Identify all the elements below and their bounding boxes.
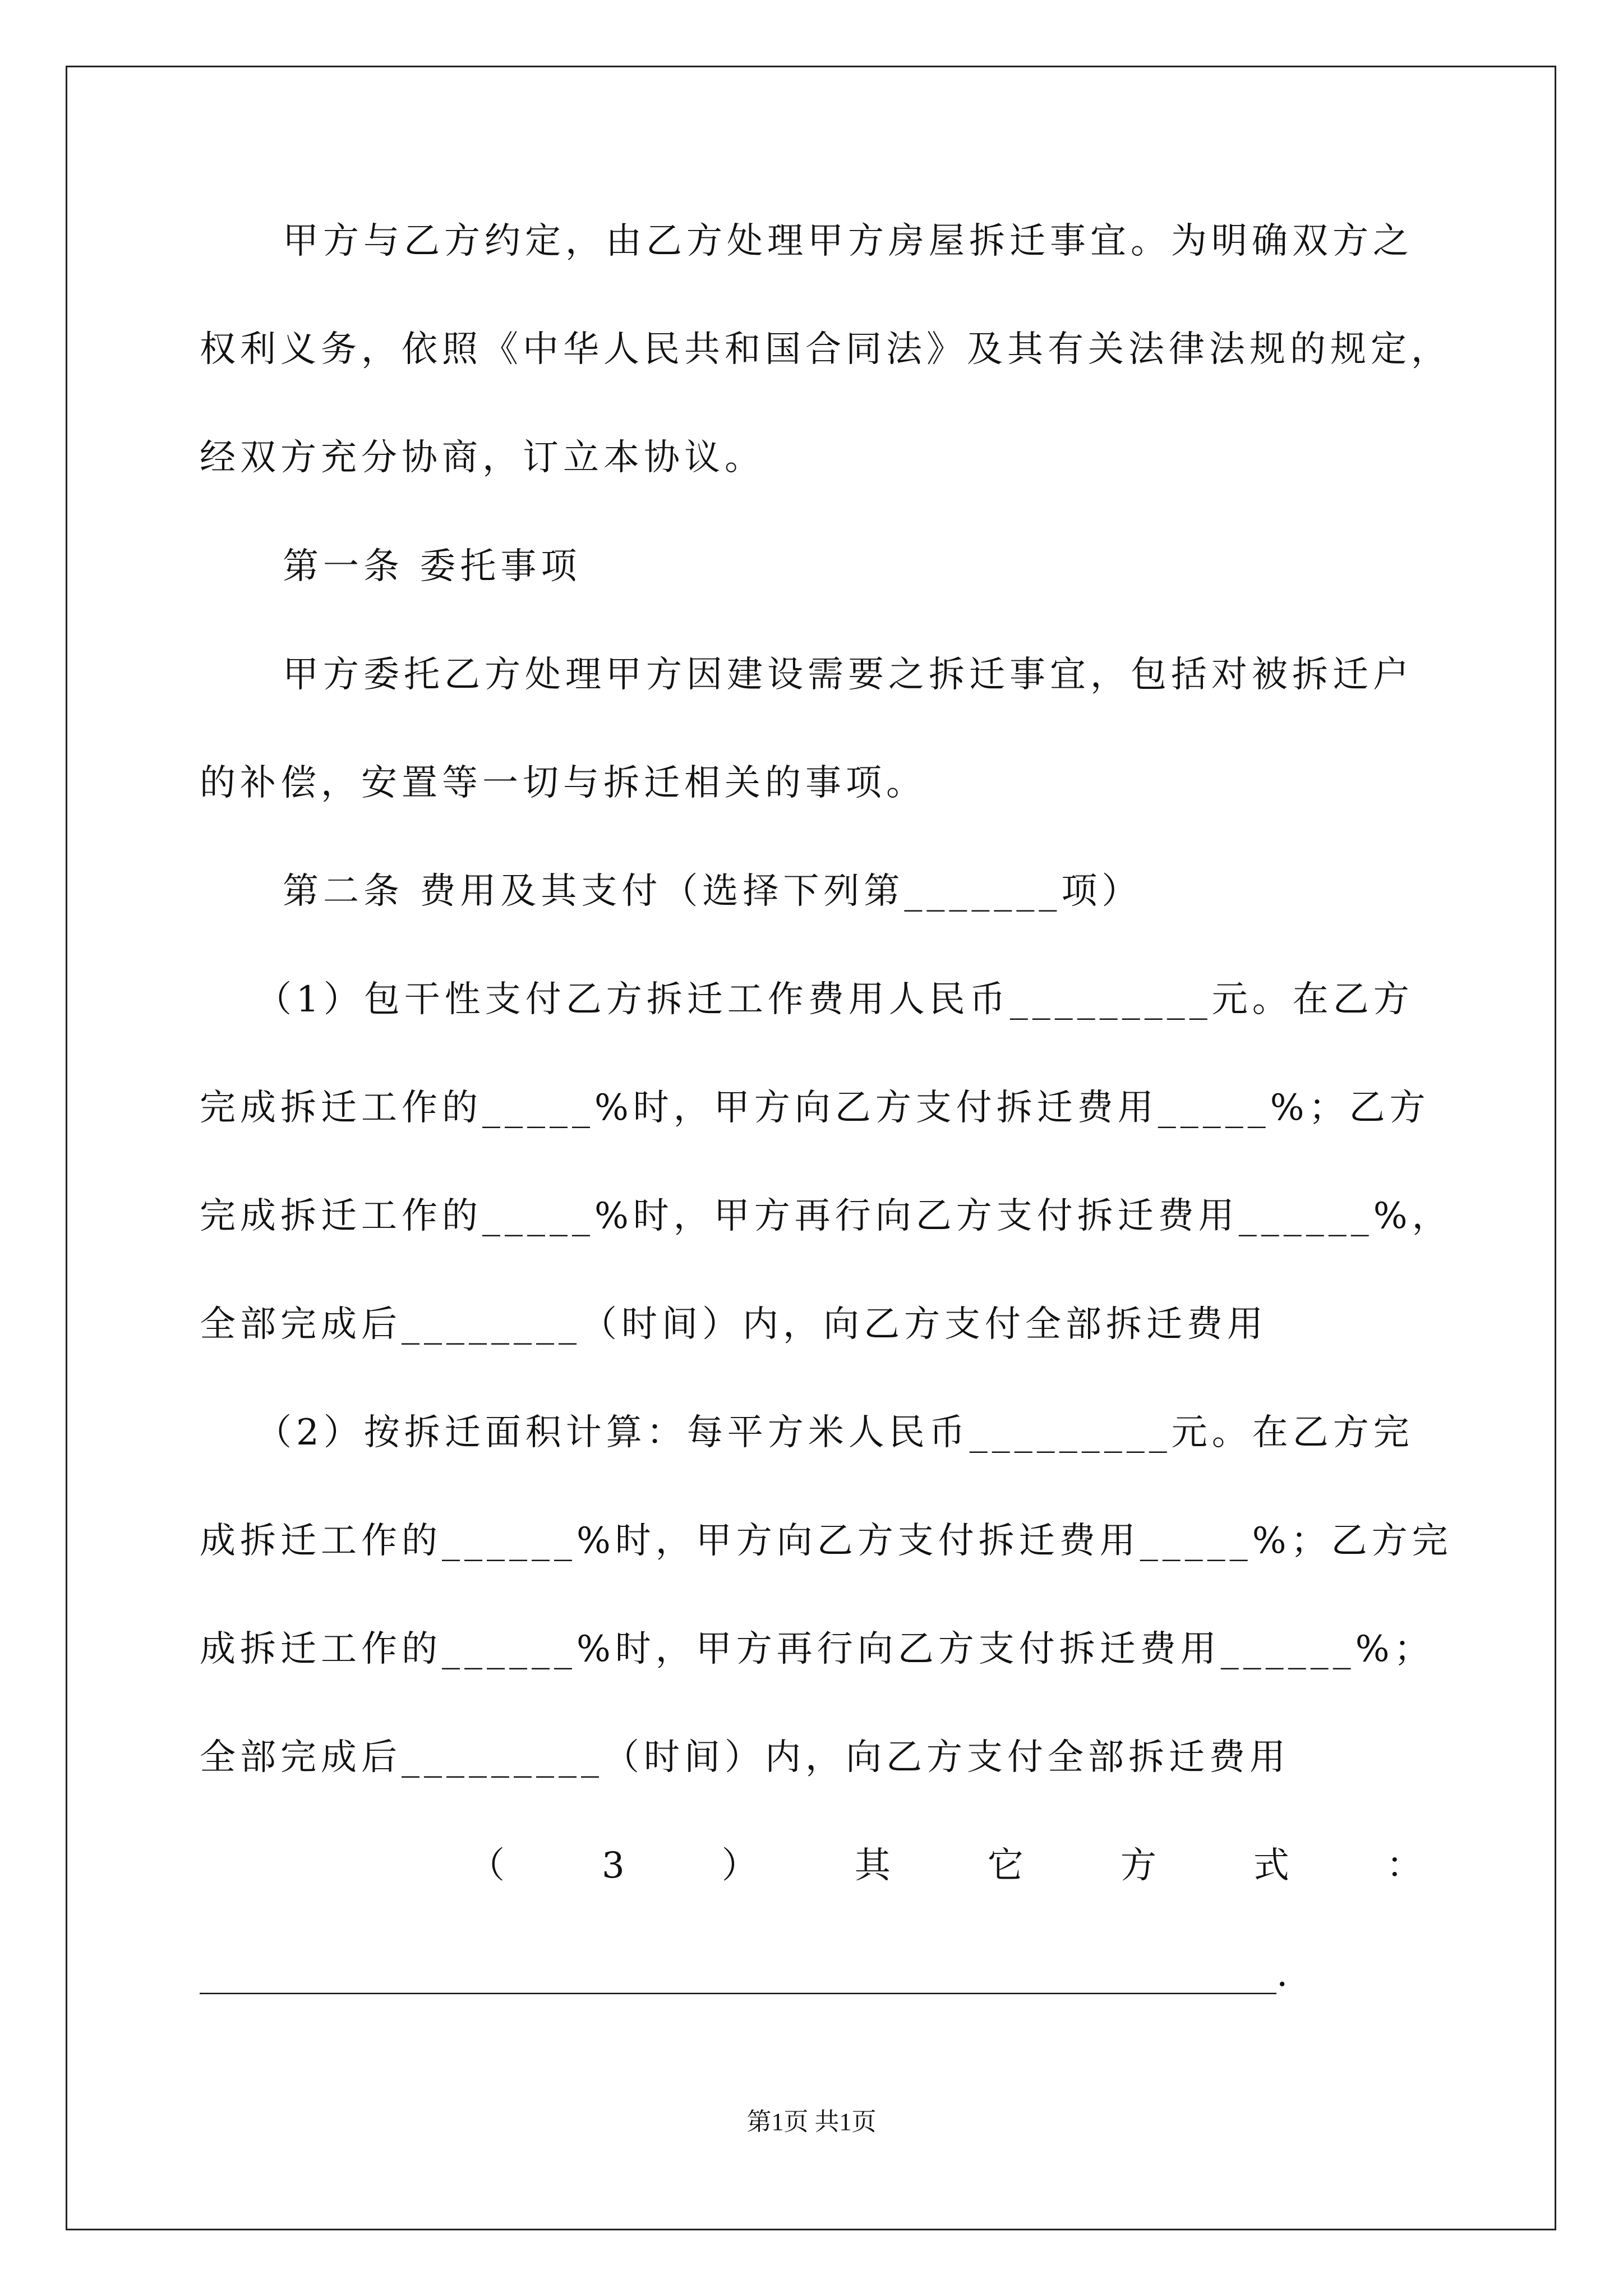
- option-3-char: 其: [854, 1845, 891, 1887]
- article-2-heading: 第二条 费用及其支付（选择下列第_______项）: [283, 871, 1142, 912]
- option-1-line-1: （1）包干性支付乙方拆迁工作费用人民币_________元。在乙方: [256, 979, 1414, 1020]
- option-2-line-2: 成拆迁工作的______%时，甲方向乙方支付拆迁费用_____%；乙方完: [200, 1520, 1453, 1562]
- option-3-char: 它: [987, 1845, 1023, 1887]
- option-3-heading: [200, 1843, 1422, 1888]
- paragraph-intro-line-2: 权利义务，依照《中华人民共和国合同法》及其有关法律法规的规定，: [200, 329, 1451, 370]
- option-2-line-3: 成拆迁工作的______%时，甲方再行向乙方支付拆迁费用______%；: [200, 1628, 1435, 1670]
- option-3-char: ：: [1386, 1845, 1422, 1887]
- paragraph-intro-line-1: 甲方与乙方约定，由乙方处理甲方房屋拆迁事宜。为明确双方之: [283, 220, 1413, 262]
- option-3-char: （: [469, 1845, 505, 1887]
- page-footer: 第1页 共1页: [746, 2108, 877, 2136]
- article-1-line-2: 的补偿，安置等一切与拆迁相关的事项。: [200, 762, 926, 804]
- option-3-char: 式: [1253, 1845, 1289, 1887]
- option-1-line-4: 全部完成后________（时间）内，向乙方支付全部拆迁费用: [200, 1304, 1267, 1345]
- option-2-line-1: （2）按拆迁面积计算：每平方米人民币_________元。在乙方完: [256, 1412, 1414, 1453]
- option-3-char: 3: [602, 1845, 625, 1887]
- paragraph-intro-line-3: 经双方充分协商，订立本协议。: [200, 437, 765, 478]
- article-1-heading: 第一条 委托事项: [283, 546, 582, 587]
- option-2-line-4: 全部完成后_________（时间）内，向乙方支付全部拆迁费用: [200, 1737, 1290, 1778]
- option-3-blank-line: ____________________________________________________________.: [200, 1953, 1288, 1995]
- option-3-char: 方: [1120, 1845, 1156, 1887]
- option-1-line-2: 完成拆迁工作的_____%时，甲方向乙方支付拆迁费用_____%；乙方: [200, 1087, 1430, 1129]
- article-1-line-1: 甲方委托乙方处理甲方因建设需要之拆迁事宜，包括对被拆迁户: [283, 654, 1413, 696]
- option-1-line-3: 完成拆迁工作的_____%时，甲方再行向乙方支付拆迁费用______%，: [200, 1195, 1453, 1237]
- page-border: [66, 66, 1556, 2230]
- option-3-char: ）: [721, 1845, 758, 1887]
